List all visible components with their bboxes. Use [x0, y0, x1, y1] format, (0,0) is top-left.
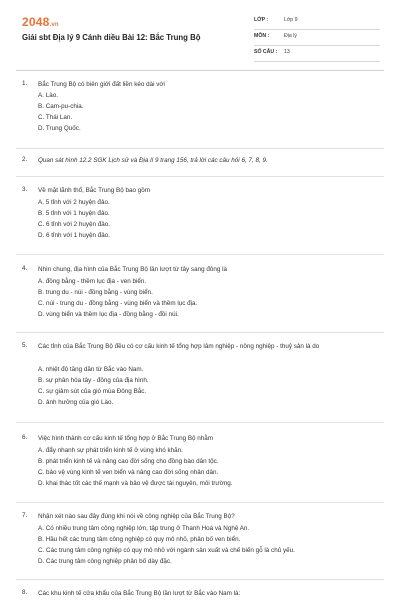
option-b[interactable]: B. trung du - núi - đồng bằng - vùng biển.	[38, 289, 153, 297]
question-number: 4.	[22, 265, 28, 272]
option-a[interactable]: A. Có nhiều trung tâm công nghiệp lớn, tập trung ở Thanh Hoá và Nghệ An.	[38, 525, 250, 532]
option-c[interactable]: C. Các trung tâm công nghiệp có quy mô nhỏ với ngành sản xuất và chế biến gỗ là chủ yếu.	[38, 547, 295, 555]
option-a[interactable]: A. 5 tỉnh với 2 huyện đảo.	[38, 199, 110, 206]
logo-main: 2048	[22, 15, 50, 29]
option-d[interactable]: D. Các trung tâm công nghiệp phân bố dày đặc.	[38, 558, 172, 566]
question-text: Các khu kinh tế cửa khẩu của Bắc Trung Bộ lần lượt từ Bắc vào Nam là:	[38, 590, 241, 597]
option-b[interactable]: B. sự phân hóa tây - đông của địa hình.	[38, 377, 149, 385]
option-list	[38, 197, 383, 241]
question-divider	[16, 422, 384, 423]
question-divider	[16, 579, 384, 580]
logo-suffix: .vn	[49, 22, 59, 28]
question-text: Nhận xét nào sau đây đúng khi nói về công nghiệp của Bắc Trung Bộ?	[38, 513, 235, 520]
meta-value: 13	[284, 49, 290, 55]
meta-table	[254, 14, 380, 62]
question-divider	[16, 332, 384, 333]
option-c[interactable]: C. núi - trung du - đồng bằng - vùng biển và thềm lục địa.	[38, 300, 198, 308]
site-logo[interactable]	[22, 15, 59, 29]
question-text: Bắc Trung Bộ có biên giới đất liền kéo dài với	[38, 81, 165, 88]
option-list	[38, 364, 383, 408]
question-number: 3.	[22, 186, 28, 193]
option-a[interactable]: A. đồng bằng - thềm lục địa - ven biển.	[38, 278, 147, 285]
question-number: 6.	[22, 434, 28, 441]
option-list	[38, 445, 383, 489]
meta-value: Địa lý	[284, 33, 297, 39]
meta-label: MÔN :	[254, 33, 270, 39]
meta-label: LỚP :	[254, 17, 269, 23]
question-divider	[16, 148, 384, 149]
meta-label: SỐ CÂU :	[254, 49, 278, 55]
option-b[interactable]: B. Hầu hết các trung tâm công nghiệp có quy mô nhỏ, phân bố ven biển.	[38, 536, 241, 544]
option-b[interactable]: B. Cam-pu-chia.	[38, 103, 84, 111]
option-c[interactable]: C. bảo vệ vùng kinh tế ven biển và nâng cao đời sống nhân dân.	[38, 469, 219, 477]
question-text: Các tỉnh của Bắc Trung Bộ đều có cơ cấu kinh tế tổng hợp lâm nghiệp - nông nghiệp - thuỷ sản là do	[38, 343, 320, 350]
option-d[interactable]: D. ảnh hưởng của gió Lào.	[38, 399, 114, 407]
question-number: 5.	[22, 342, 28, 349]
question-divider	[16, 254, 384, 255]
header-divider	[16, 70, 384, 71]
meta-row-count	[254, 46, 380, 62]
option-c[interactable]: C. sự giảm sút của gió mùa Đông Bắc.	[38, 388, 147, 396]
option-a[interactable]: A. Lào.	[38, 92, 58, 99]
option-list	[38, 523, 383, 567]
option-a[interactable]: A. nhiệt độ tăng dần từ Bắc vào Nam.	[38, 366, 144, 373]
meta-value: Lớp 9	[284, 17, 298, 23]
question-text: Quan sát hình 12.2 SGK Lịch sử và Địa lí 9 trang 156, trả lời các câu hỏi 6, 7, 8, 9.	[38, 157, 268, 164]
option-list	[38, 90, 383, 134]
option-b[interactable]: B. phát triển kinh tế và nâng cao đời sống cho đồng bào dân tộc.	[38, 458, 219, 466]
option-list	[38, 276, 383, 320]
question-number: 8.	[22, 589, 28, 596]
question-divider	[16, 502, 384, 503]
meta-row-subject	[254, 30, 380, 46]
option-d[interactable]: D. khai thác tốt các thế mạnh và bảo vệ được tài nguyên, môi trường.	[38, 480, 233, 488]
option-d[interactable]: D. 6 tỉnh với 1 huyện đảo.	[38, 232, 111, 240]
question-text: Việc hình thành cơ cấu kinh tế tổng hợp ở Bắc Trung Bộ nhằm	[38, 435, 214, 442]
option-b[interactable]: B. 5 tỉnh với 1 huyện đảo.	[38, 210, 110, 218]
option-c[interactable]: C. Thái Lan.	[38, 114, 73, 122]
option-c[interactable]: C. 6 tỉnh với 2 huyện đảo.	[38, 221, 111, 229]
page-header	[0, 0, 400, 78]
question-text: Về mặt lãnh thổ, Bắc Trung Bộ bao gồm	[38, 187, 151, 194]
question-number: 7.	[22, 512, 28, 519]
option-d[interactable]: D. vùng biển và thềm lục địa - đồng bằng - đồi núi.	[38, 311, 179, 319]
option-d[interactable]: D. Trung Quốc.	[38, 125, 81, 133]
question-number: 1.	[22, 80, 28, 87]
meta-row-grade	[254, 14, 380, 30]
question-divider	[16, 176, 384, 177]
question-number: 2.	[22, 156, 28, 163]
option-a[interactable]: A. đẩy nhanh sự phát triển kinh tế ở vùng khó khăn.	[38, 447, 183, 454]
question-text: Nhìn chung, địa hình của Bắc Trung Bộ lần lượt từ tây sang đông là	[38, 266, 227, 273]
page-title: Giải sbt Địa lý 9 Cánh diều Bài 12: Bắc Trung Bộ	[22, 33, 201, 42]
